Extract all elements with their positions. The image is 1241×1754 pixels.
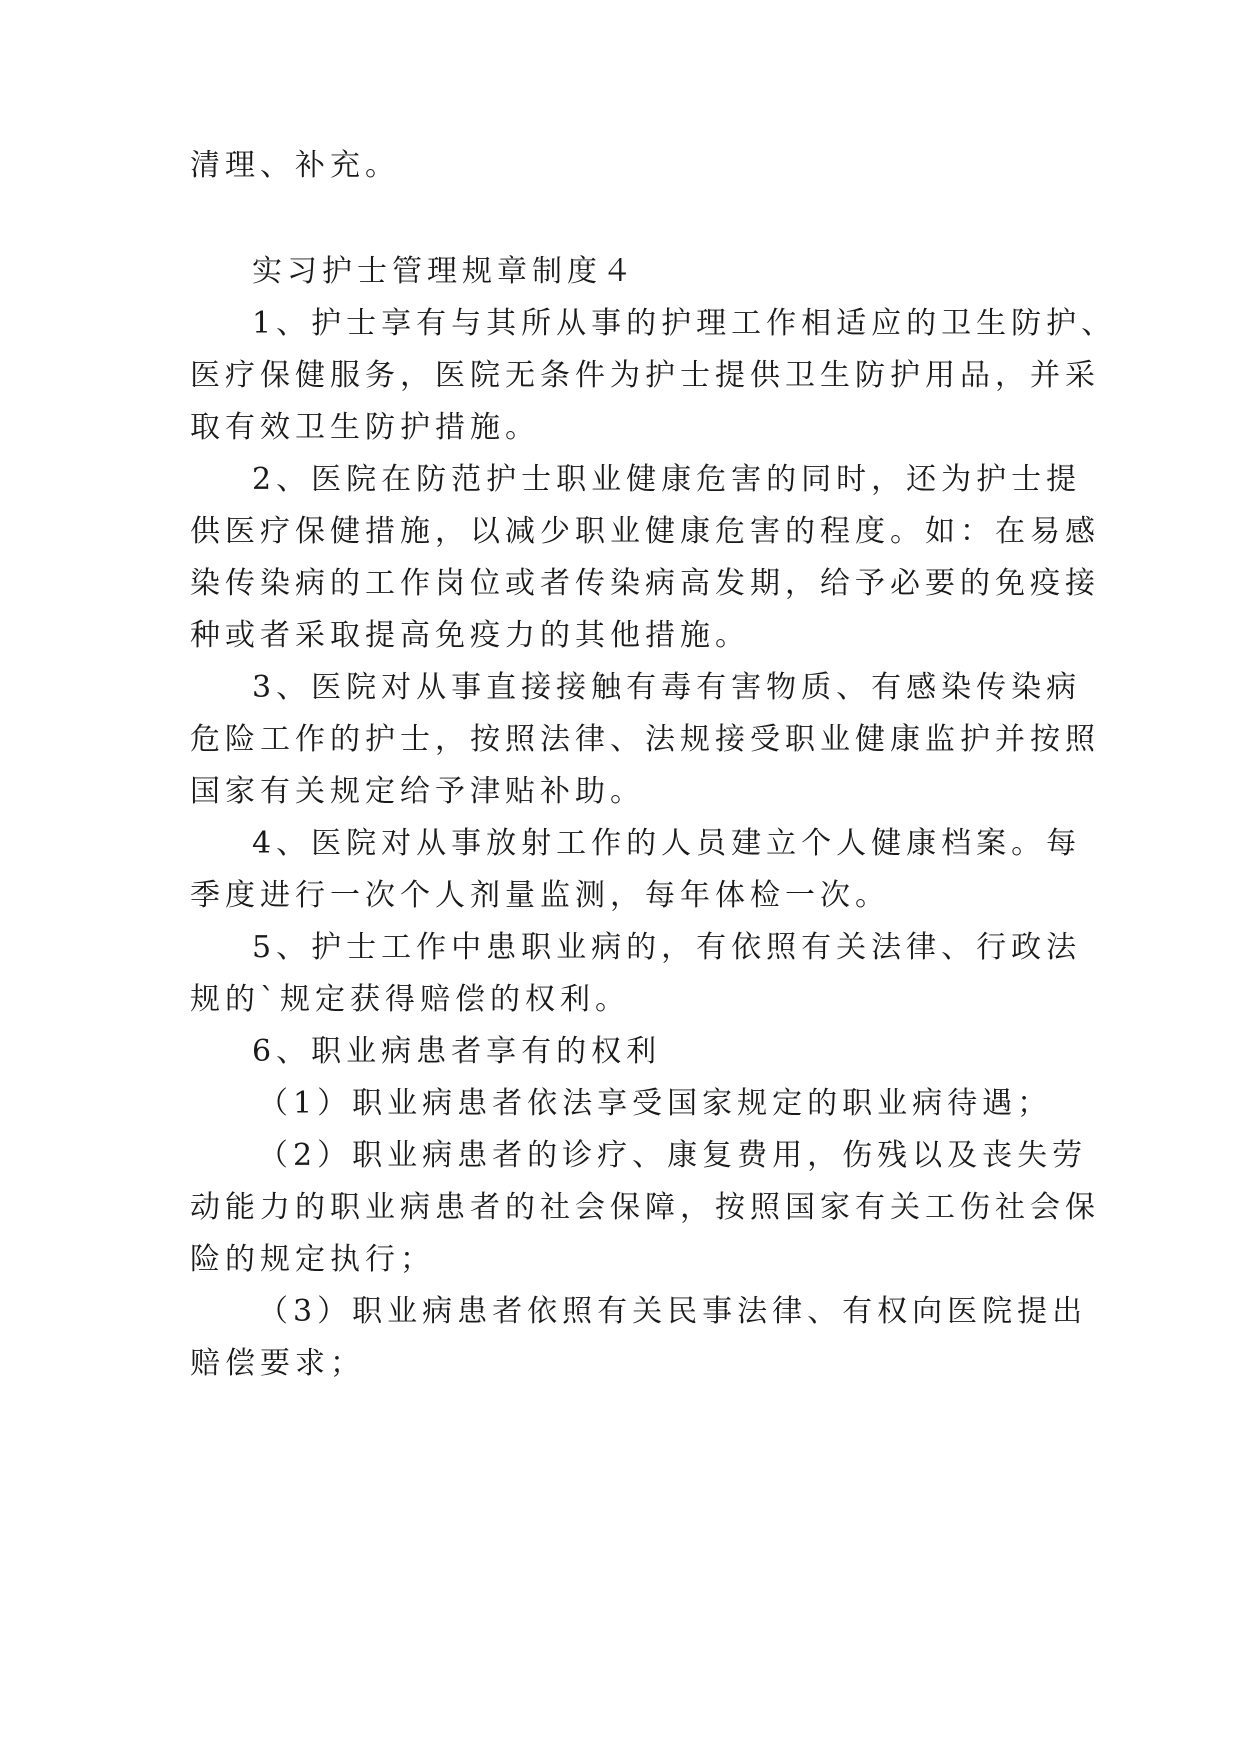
paragraph-line: 5、护士工作中患职业病的，有依照有关法律、行政法 bbox=[252, 930, 1082, 965]
paragraph-line: 1、护士享有与其所从事的护理工作相适应的卫生防护、 bbox=[252, 306, 1117, 341]
paragraph-line: 染传染病的工作岗位或者传染病高发期，给予必要的免疫接 bbox=[190, 566, 1100, 601]
paragraph-line: 险的规定执行； bbox=[190, 1242, 435, 1277]
continuation-text: 清理、补充。 bbox=[190, 148, 400, 183]
paragraph-line: 规的`规定获得赔偿的权利。 bbox=[190, 982, 630, 1017]
paragraph-line: 危险工作的护士，按照法律、法规接受职业健康监护并按照 bbox=[190, 722, 1100, 757]
paragraph-line: 种或者采取提高免疫力的其他措施。 bbox=[190, 618, 750, 653]
paragraph-line: 赔偿要求； bbox=[190, 1346, 365, 1381]
paragraph-line: 取有效卫生防护措施。 bbox=[190, 410, 540, 445]
paragraph-line: （1）职业病患者依法享受国家规定的职业病待遇； bbox=[258, 1086, 1053, 1121]
paragraph-line: （2）职业病患者的诊疗、康复费用，伤残以及丧失劳 bbox=[258, 1138, 1088, 1173]
paragraph-line: 2、医院在防范护士职业健康危害的同时，还为护士提 bbox=[252, 462, 1082, 497]
section-title: 实习护士管理规章制度４ bbox=[252, 254, 637, 289]
paragraph-line: 国家有关规定给予津贴补助。 bbox=[190, 774, 645, 809]
paragraph-line: 供医疗保健措施，以减少职业健康危害的程度。如：在易感 bbox=[190, 514, 1100, 549]
paragraph-line: 6、职业病患者享有的权利 bbox=[252, 1034, 662, 1069]
paragraph-line: 4、医院对从事放射工作的人员建立个人健康档案。每 bbox=[252, 826, 1082, 861]
paragraph-line: 动能力的职业病患者的社会保障，按照国家有关工伤社会保 bbox=[190, 1190, 1100, 1225]
paragraph-line: 医疗保健服务，医院无条件为护士提供卫生防护用品，并采 bbox=[190, 358, 1100, 393]
paragraph-line: 季度进行一次个人剂量监测，每年体检一次。 bbox=[190, 878, 890, 913]
paragraph-line: （3）职业病患者依照有关民事法律、有权向医院提出 bbox=[258, 1294, 1088, 1329]
paragraph-line: 3、医院对从事直接接触有毒有害物质、有感染传染病 bbox=[252, 670, 1082, 705]
